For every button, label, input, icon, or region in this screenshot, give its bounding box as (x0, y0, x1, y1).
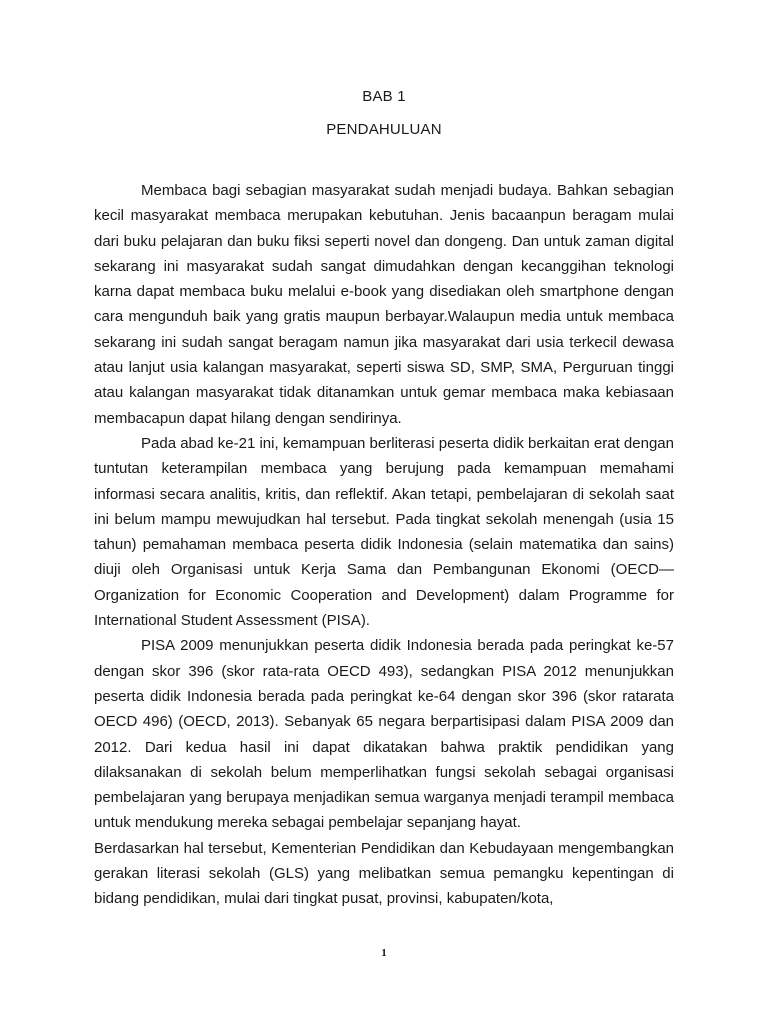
paragraph-gls: Berdasarkan hal tersebut, Kementerian Pendidikan dan Kebudayaan mengembangkan gerakan literasi sekolah (GLS) yang melibatkan semua pemangku kepentingan di bidang pendidikan, mulai dari tingkat pusat, provinsi, kabupaten/kota, (94, 839, 674, 908)
paragraph-intro: Membaca bagi sebagian masyarakat sudah menjadi budaya. Bahkan sebagian kecil masyarakat membaca merupakan kebutuhan. Jenis bacaanpun beragam mulai dari buku pelajaran dan buku fiksi seperti novel dan dongeng. Dan untuk zaman digital sekarang ini masyarakat sudah sangat dimudahkan dengan kecanggihan teknologi karna dapat membaca buku melalui e-book yang disediakan oleh smartphone dengan cara mengunduh baik yang gratis maupun berbayar.Walaupun media untuk membaca sekarang ini sudah sangat beragam namun jika masyarakat dari usia terkecil dewasa atau lanjut usia kalangan masyarakat, seperti siswa SD, SMP, SMA, Perguruan tinggi atau kalangan masyarakat tidak ditanamkan untuk gemar membaca maka kebiasaan membacapun dapat hilang dengan sendirinya. (94, 182, 674, 427)
document-body (94, 178, 674, 912)
chapter-title: PENDAHULUAN (326, 121, 442, 138)
paragraph-21st-century: Pada abad ke-21 ini, kemampuan berliterasi peserta didik berkaitan erat dengan tuntutan keterampilan membaca yang berujung pada kemampuan memahami informasi secara analitis, kritis, dan reflektif. Akan tetapi, pembelajaran di sekolah saat ini belum mampu mewujudkan hal tersebut. Pada tingkat sekolah menengah (usia 15 tahun) pemahaman membaca peserta didik Indonesia (selain matematika dan sains) diuji oleh Organisasi untuk Kerja Sama dan Pembangunan Ekonomi (OECD—Organization for Economic Cooperation and Development) dalam Programme for International Student Assessment (PISA). (94, 434, 674, 630)
paragraph-pisa: PISA 2009 menunjukkan peserta didik Indonesia berada pada peringkat ke-57 dengan skor 396 (skor rata-rata OECD 493), sedangkan PISA 2012 menunjukkan peserta didik Indonesia berada pada peringkat ke-64 dengan skor 396 (skor ratarata OECD 496) (OECD, 2013). Sebanyak 65 negara berpartisipasi dalam PISA 2009 dan 2012. Dari kedua hasil ini dapat dikatakan bahwa praktik pendidikan yang dilaksanakan di sekolah belum memperlihatkan fungsi sekolah sebagai organisasi pembelajaran yang berupaya menjadikan semua warganya menjadi terampil membaca untuk mendukung mereka sebagai pembelajar sepanjang hayat. (94, 637, 674, 832)
chapter-heading: BAB 1 (362, 88, 406, 105)
page-number: 1 (381, 947, 387, 959)
